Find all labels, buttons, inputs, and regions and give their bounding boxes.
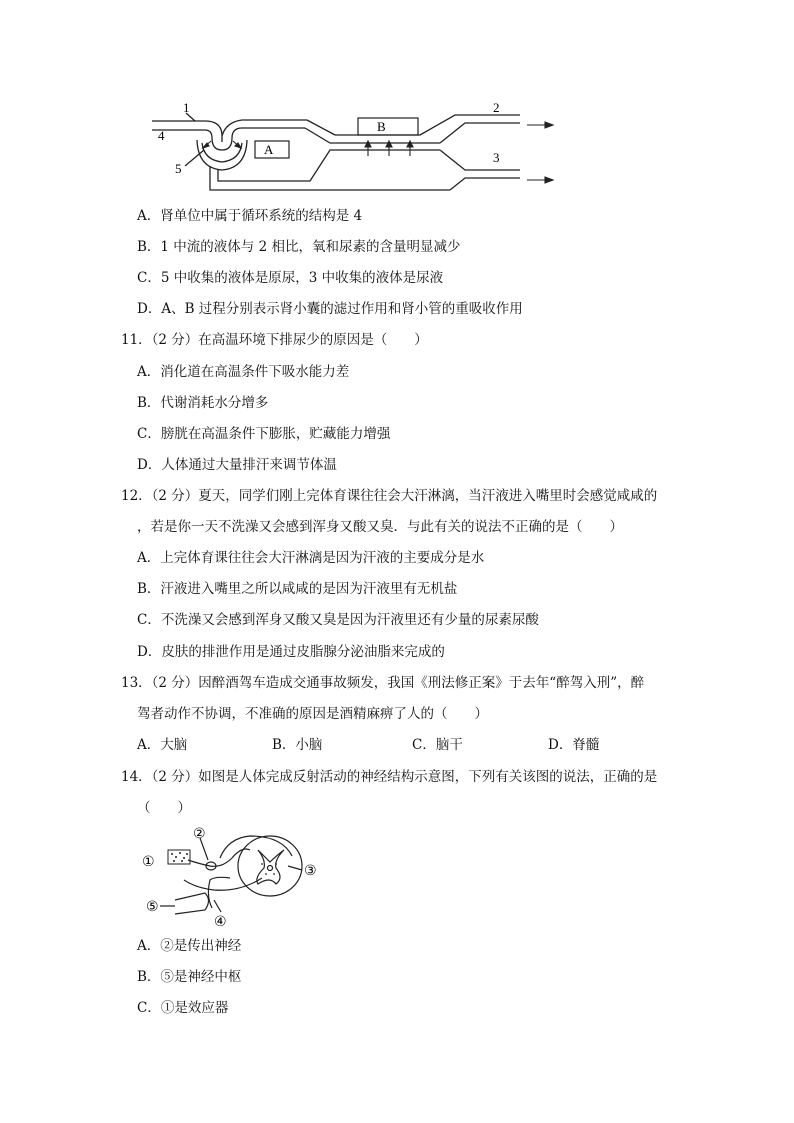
reflex-label-4: ④ (214, 914, 227, 930)
q10-option-d: D．A、B 过程分别表示肾小囊的滤过作用和肾小管的重吸收作用 (137, 301, 523, 317)
q10-option-b: B．1 中流的液体与 2 相比，氧和尿素的含量明显减少 (137, 239, 461, 255)
reflex-label-3: ③ (304, 863, 317, 879)
reflex-label-2: ② (193, 826, 206, 842)
q12-stem-line1: 12．（2 分）夏天，同学们刚上完体育课往往会大汗淋漓，当汗液进入嘴里时会感觉咸咸的 (121, 488, 658, 504)
q14-option-c: C．①是效应器 (137, 1000, 229, 1016)
q12-stem-line2: ，若是你一天不洗澡又会感到浑身又酸又臭．与此有关的说法不正确的是（ ） (137, 519, 623, 535)
q11-option-c: C．膀胱在高温条件下膨胀，贮藏能力增强 (137, 426, 391, 442)
reflex-label-1: ① (142, 854, 155, 870)
q10-option-a: A．肾单位中属于循环系统的结构是 4 (137, 208, 363, 224)
q14-option-b: B．⑤是神经中枢 (137, 969, 242, 985)
q14-stem-line2: （ ） (137, 800, 191, 816)
q12-option-d: D．皮肤的排泄作用是通过皮脂腺分泌油脂来完成的 (137, 644, 445, 660)
q13-option-a: A．大脑 (137, 737, 188, 753)
q12-option-c: C．不洗澡又会感到浑身又酸又臭是因为汗液里还有少量的尿素尿酸 (137, 612, 539, 628)
q11-stem: 11．（2 分）在高温环境下排尿少的原因是（ ） (121, 332, 428, 348)
q11-option-a: A．消化道在高温条件下吸水能力差 (137, 364, 350, 380)
q13-stem-line2: 驾者动作不协调，不准确的原因是酒精麻痹了人的（ ） (137, 706, 488, 722)
q13-option-d: D．脊髓 (548, 737, 600, 753)
diagram-label-3: 3 (493, 150, 500, 165)
q12-option-b: B．汗液进入嘴里之所以咸咸的是因为汗液里有无机盐 (137, 581, 458, 597)
reflex-label-5: ⑤ (146, 899, 159, 915)
q10-option-c: C．5 中收集的液体是原尿，3 中收集的液体是尿液 (137, 270, 444, 286)
q11-option-d: D．人体通过大量排汗来调节体温 (137, 457, 337, 473)
q14-stem-line1: 14．（2 分）如图是人体完成反射活动的神经结构示意图，下列有关该图的说法，正确的是 (121, 769, 658, 785)
diagram-label-2: 2 (493, 100, 500, 115)
diagram-label-5: 5 (175, 161, 182, 176)
q14-option-a: A．②是传出神经 (137, 938, 242, 954)
q13-option-b: B．小脑 (272, 737, 323, 753)
q12-option-a: A．上完体育课往往会大汗淋漓是因为汗液的主要成分是水 (137, 550, 485, 566)
diagram-label-b: B (377, 119, 386, 134)
diagram-label-a: A (264, 142, 274, 157)
q13-option-c: C．脑干 (412, 737, 463, 753)
diagram-label-4: 4 (158, 128, 165, 143)
diagram-label-1: 1 (183, 100, 190, 115)
q11-option-b: B．代谢消耗水分增多 (137, 395, 269, 411)
q13-stem-line1: 13．（2 分）因醉酒驾车造成交通事故频发，我国《刑法修正案》于去年“醉驾入刑”，醉 (121, 675, 645, 691)
